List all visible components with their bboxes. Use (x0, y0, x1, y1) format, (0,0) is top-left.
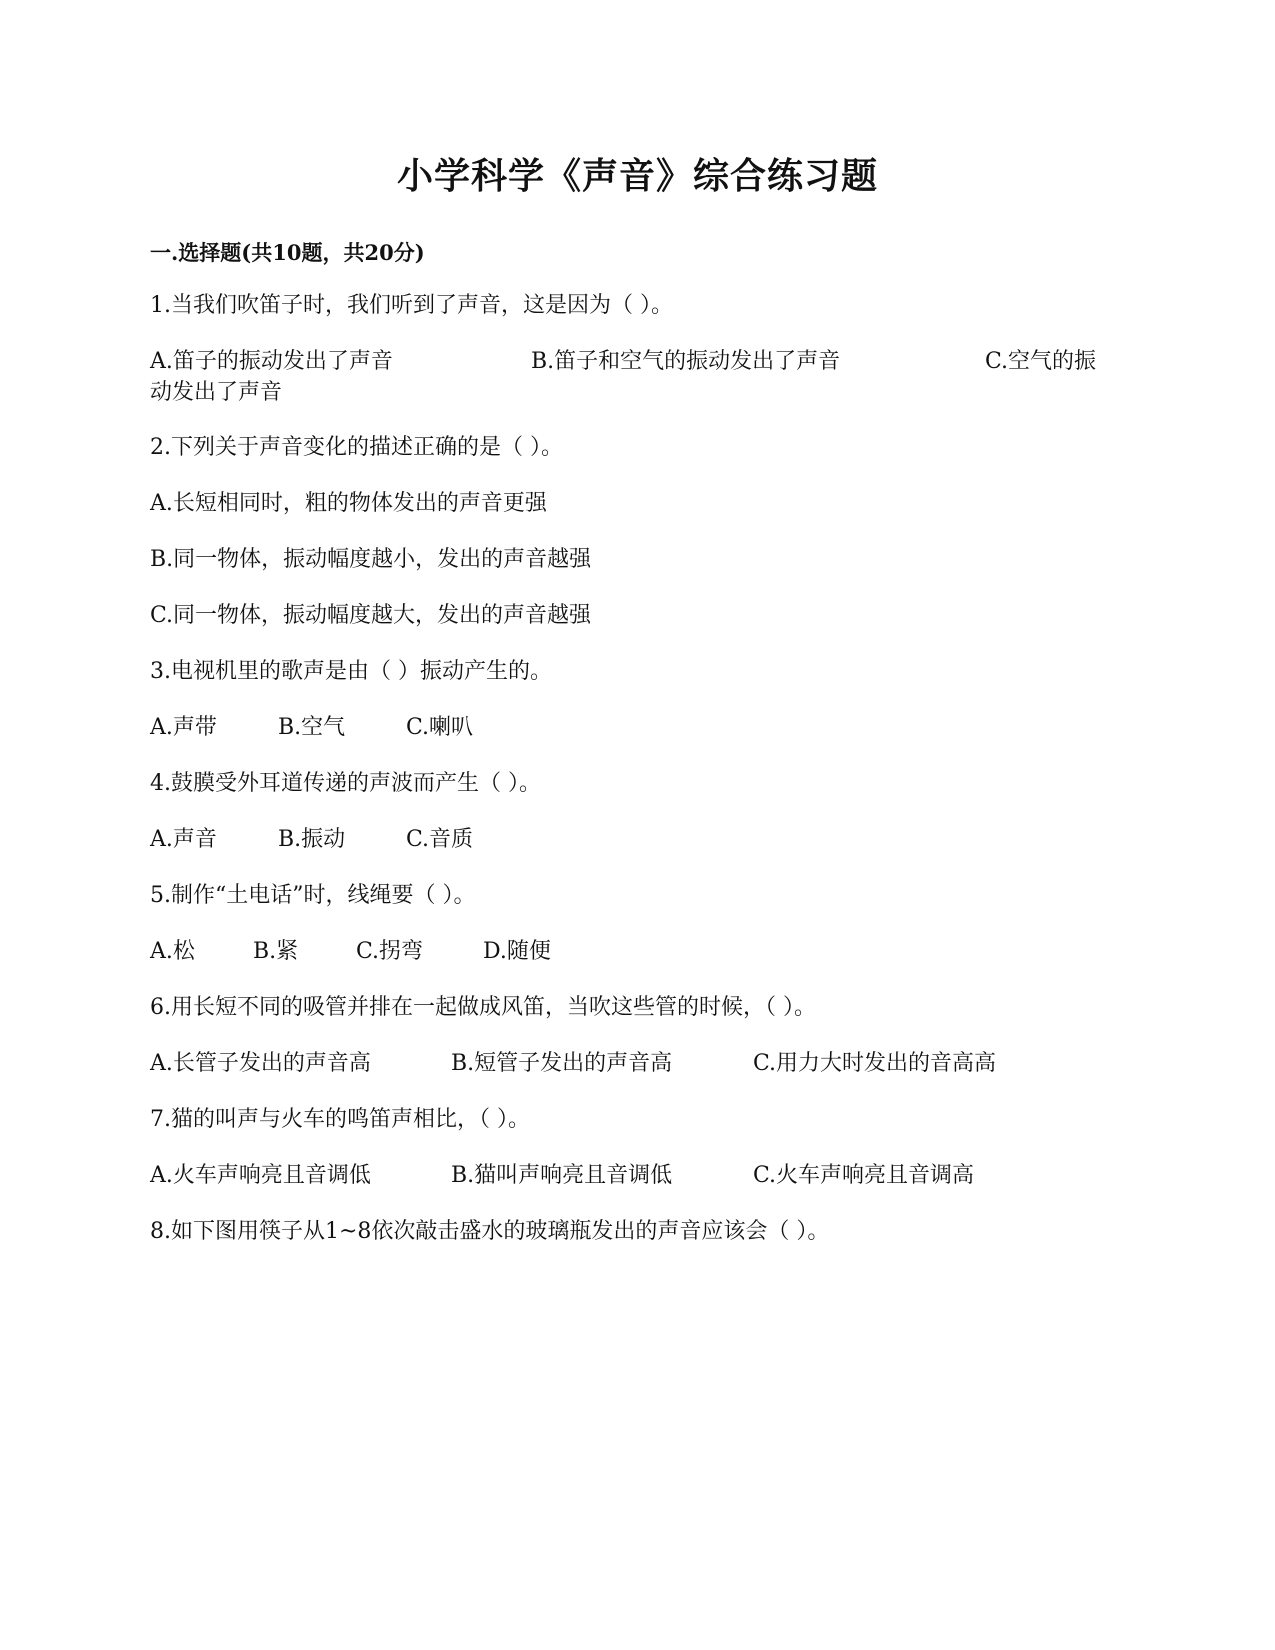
question-6-option-a: A.长管子发出的声音高 (150, 1051, 371, 1076)
question-5-stem: 5.制作“土电话”时，线绳要（ ）。 (150, 883, 476, 908)
question-5-option-c: C.拐弯 (356, 939, 424, 964)
question-8-stem: 8.如下图用筷子从1~8依次敲击盛水的玻璃瓶发出的声音应该会（ ）。 (150, 1219, 830, 1244)
question-6-option-c: C.用力大时发出的音高高 (753, 1051, 997, 1076)
question-5-option-b: B.紧 (253, 939, 299, 964)
question-3-option-c: C.喇叭 (406, 715, 474, 740)
question-7-option-c: C.火车声响亮且音调高 (753, 1163, 975, 1188)
question-4-stem: 4.鼓膜受外耳道传递的声波而产生（ ）。 (150, 771, 541, 796)
question-6-option-b: B.短管子发出的声音高 (451, 1051, 673, 1076)
question-7-option-a: A.火车声响亮且音调低 (150, 1163, 371, 1188)
question-5-option-d: D.随便 (483, 939, 551, 964)
question-3-stem: 3.电视机里的歌声是由（ ）振动产生的。 (150, 659, 552, 684)
question-2-option-a: A.长短相同时，粗的物体发出的声音更强 (150, 491, 547, 516)
question-6-stem: 6.用长短不同的吸管并排在一起做成风笛，当吹这些管的时候，（ ）。 (150, 995, 816, 1020)
question-1-stem: 1.当我们吹笛子时，我们听到了声音，这是因为（ ）。 (150, 293, 673, 318)
question-4-option-c: C.音质 (406, 827, 474, 852)
question-4-option-b: B.振动 (278, 827, 346, 852)
question-7-option-b: B.猫叫声响亮且音调低 (451, 1163, 673, 1188)
question-2-stem: 2.下列关于声音变化的描述正确的是（ ）。 (150, 435, 563, 460)
question-3-option-b: B.空气 (278, 715, 346, 740)
question-1-option-c-continued: 动发出了声音 (150, 380, 283, 405)
page-title: 小学科学《声音》综合练习题 (396, 155, 878, 197)
question-1-option-b: B.笛子和空气的振动发出了声音 (531, 349, 841, 374)
question-2-option-b: B.同一物体，振动幅度越小，发出的声音越强 (150, 547, 592, 572)
question-3-option-a: A.声带 (150, 715, 217, 740)
question-2-option-c: C.同一物体，振动幅度越大，发出的声音越强 (150, 603, 592, 628)
question-7-stem: 7.猫的叫声与火车的鸣笛声相比，（ ）。 (150, 1107, 530, 1132)
question-4-option-a: A.声音 (150, 827, 217, 852)
question-5-option-a: A.松 (150, 939, 195, 964)
question-1-option-c: C.空气的振 (985, 349, 1097, 374)
section-heading: 一.选择题(共10题，共20分) (150, 240, 425, 265)
question-1-option-a: A.笛子的振动发出了声音 (150, 349, 393, 374)
